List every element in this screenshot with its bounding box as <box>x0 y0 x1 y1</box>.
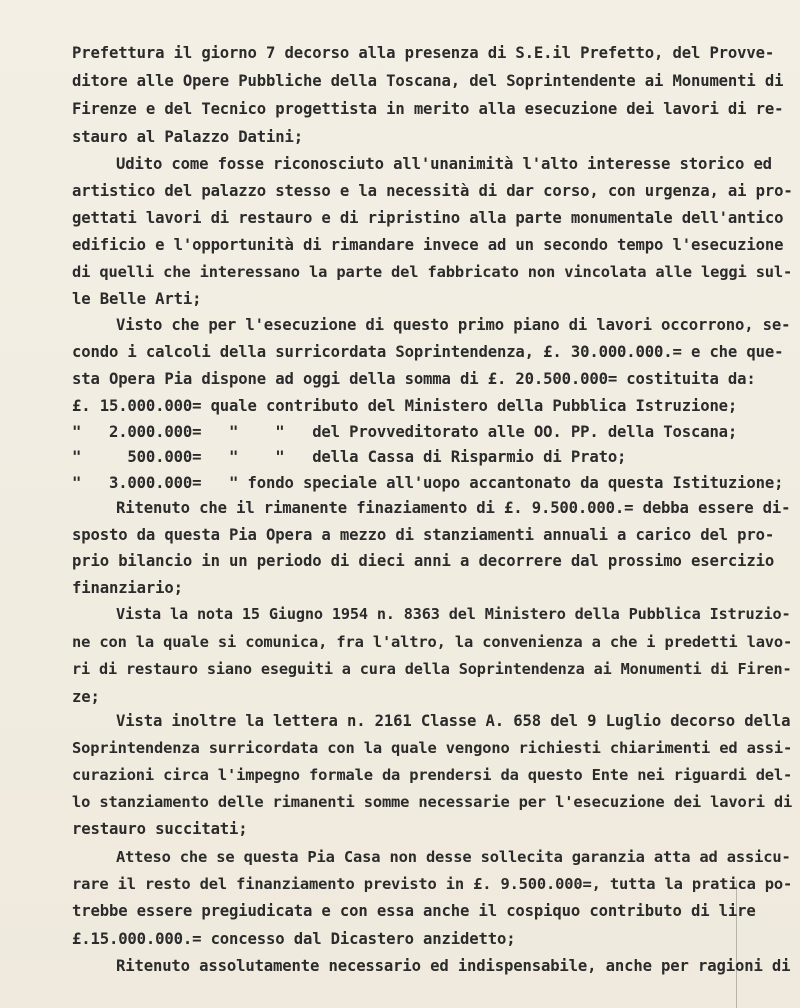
text-line: Ritenuto assolutamente necessario ed indispensabile, anche per ragioni di <box>116 957 791 975</box>
text-line: £. 15.000.000= quale contributo del Ministero della Pubblica Istruzione; <box>72 397 738 415</box>
text-line: lo stanziamento delle rimanenti somme necessarie per l'esecuzione dei lavori di <box>72 793 793 811</box>
text-line: £.15.000.000.= concesso dal Dicastero anzidetto; <box>72 930 516 948</box>
text-line: Atteso che se questa Pia Casa non desse sollecita garanzia atta ad assicu- <box>116 848 791 866</box>
text-line: Udito come fosse riconosciuto all'unanimità l'alto interesse storico ed <box>116 155 772 173</box>
text-line: Ritenuto che il rimanente finaziamento di £. 9.500.000.= debba essere di- <box>116 499 791 517</box>
text-line: " 2.000.000= " " del Provveditorato alle OO. PP. della Toscana; <box>72 423 738 441</box>
text-line: prio bilancio in un periodo di dieci anni a decorrere dal prossimo esercizio <box>72 552 775 570</box>
text-line: rare il resto del finanziamento previsto in £. 9.500.000=, tutta la pratica po- <box>72 875 793 893</box>
paper-crease <box>736 880 737 1008</box>
text-line: condo i calcoli della surricordata Soprintendenza, £. 30.000.000.= e che que- <box>72 343 784 361</box>
text-line: le Belle Arti; <box>72 290 202 308</box>
text-line: Vista inoltre la lettera n. 2161 Classe A. 658 del 9 Luglio decorso della <box>116 712 791 730</box>
text-line: edificio e l'opportunità di rimandare invece ad un secondo tempo l'esecuzione <box>72 236 784 254</box>
text-line: restauro succitati; <box>72 820 248 838</box>
text-line: Visto che per l'esecuzione di questo primo piano di lavori occorrono, se- <box>116 316 791 334</box>
text-line: ne con la quale si comunica, fra l'altro, la convenienza a che i predetti lavo- <box>72 633 793 651</box>
text-line: Soprintendenza surricordata con la quale vengono richiesti chiarimenti ed assi- <box>72 739 793 757</box>
text-line: finanziario; <box>72 579 183 597</box>
text-line: sta Opera Pia dispone ad oggi della somma di £. 20.500.000= costituita da: <box>72 370 756 388</box>
text-line: ditore alle Opere Pubbliche della Toscana, del Soprintendente ai Monumenti di <box>72 72 784 90</box>
text-line: Vista la nota 15 Giugno 1954 n. 8363 del Ministero della Pubblica Istruzio- <box>116 605 791 623</box>
text-line: trebbe essere pregiudicata e con essa anche il cospiquo contributo di lire <box>72 902 756 920</box>
text-line: " 500.000= " " della Cassa di Risparmio di Prato; <box>72 448 627 466</box>
text-line: Prefettura il giorno 7 decorso alla presenza di S.E.il Prefetto, del Provve- <box>72 44 775 62</box>
text-line: " 3.000.000= " fondo speciale all'uopo accantonato da questa Istituzione; <box>72 474 784 492</box>
text-line: ri di restauro siano eseguiti a cura della Soprintendenza ai Monumenti di Firen- <box>72 660 792 678</box>
text-line: ze; <box>72 688 100 706</box>
text-line: curazioni circa l'impegno formale da prendersi da questo Ente nei riguardi del- <box>72 766 793 784</box>
text-line: artistico del palazzo stesso e la necessità di dar corso, con urgenza, ai pro- <box>72 182 793 200</box>
text-line: stauro al Palazzo Datini; <box>72 128 303 146</box>
text-line: Firenze e del Tecnico progettista in merito alla esecuzione dei lavori di re- <box>72 100 784 118</box>
text-line: di quelli che interessano la parte del fabbricato non vincolata alle leggi sul- <box>72 263 793 281</box>
text-line: gettati lavori di restauro e di ripristino alla parte monumentale dell'antico <box>72 209 784 227</box>
text-line: sposto da questa Pia Opera a mezzo di stanziamenti annuali a carico del pro- <box>72 526 775 544</box>
